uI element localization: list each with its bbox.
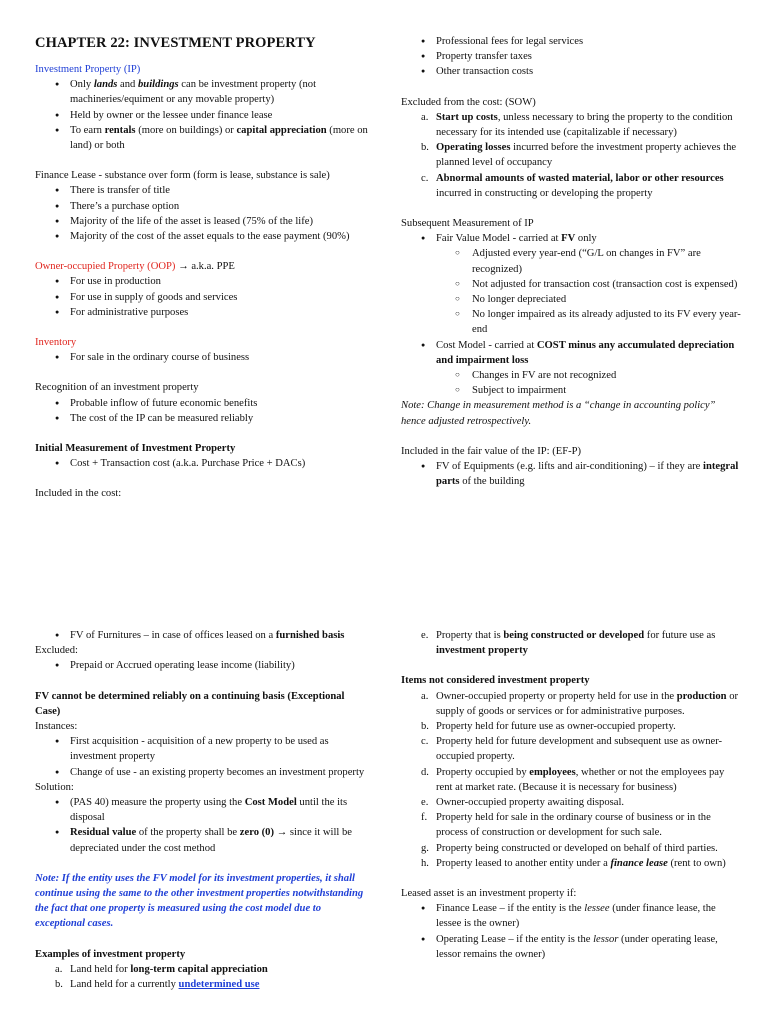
list-item: ● Majority of the cost of the asset equals to the ease payment (90%) bbox=[35, 229, 370, 244]
list-item: b. Land held for a currently undetermined use bbox=[55, 979, 260, 991]
not-considered-list bbox=[401, 689, 741, 871]
list-item: g. Property being constructed or developed on behalf of third parties. bbox=[421, 842, 718, 854]
list-item: a. Land held for long-term capital appreciation bbox=[55, 963, 268, 975]
list-item: b. Operating losses incurred before the investment property achieves the planned level of occupancy bbox=[421, 142, 737, 169]
list-item: e. Owner-occupied property awaiting disposal. bbox=[421, 797, 625, 809]
examples-heading: Examples of investment property bbox=[35, 948, 186, 960]
list-item: ○ No longer depreciated bbox=[401, 292, 741, 307]
subsequent-heading: Subsequent Measurement of IP bbox=[401, 218, 534, 230]
fair-value-included-list bbox=[401, 459, 741, 489]
fair-value-included-heading: Included in the fair value of the IP: (EF-P) bbox=[401, 445, 582, 457]
list-item: ● Residual value of the property shall be zero (0) → since it will be depreciated under the cost method bbox=[35, 825, 370, 855]
list-item: ● To earn rentals (more on buildings) or capital appreciation (more on land) or both bbox=[35, 123, 370, 153]
excluded-label: Excluded: bbox=[35, 645, 78, 657]
list-item: ● For use in production bbox=[35, 274, 370, 289]
list-item: e. Property that is being constructed or developed for future use as investment property bbox=[421, 630, 716, 657]
list-item: c. Abnormal amounts of wasted material, labor or other resources incurred in constructing or developing the property bbox=[421, 172, 724, 199]
list-item: ● Change of use - an existing property becomes an investment property bbox=[35, 765, 370, 780]
list-item: ● There is transfer of title bbox=[35, 183, 370, 198]
list-item: ● Other transaction costs bbox=[401, 64, 741, 79]
examples-list bbox=[35, 962, 370, 992]
subsequent-list bbox=[401, 231, 741, 398]
leased-asset-list bbox=[401, 901, 741, 962]
chapter-title: CHAPTER 22: INVESTMENT PROPERTY bbox=[35, 35, 316, 51]
excluded-heading: Excluded from the cost: (SOW) bbox=[401, 96, 536, 108]
list-item: ● For administrative purposes bbox=[35, 305, 370, 320]
list-item: ● Majority of the life of the asset is leased (75% of the life) bbox=[35, 214, 370, 229]
list-item: ● FV of Furnitures – in case of offices leased on a furnished basis bbox=[35, 628, 370, 643]
list-item: ○ Adjusted every year-end (“G/L on changes in FV” are recognized) bbox=[401, 246, 741, 276]
measurement-change-note: Note: Change in measurement method is a “change in accounting policy” hence adjusted retrospectively. bbox=[401, 400, 716, 427]
instances-list bbox=[35, 734, 370, 780]
list-item: f. Property held for sale in the ordinary course of business or in the process of construction or development for such sale. bbox=[421, 812, 711, 839]
list-item: ● Professional fees for legal services bbox=[401, 34, 741, 49]
list-item: ● Cost + Transaction cost (a.k.a. Purchase Price + DACs) bbox=[35, 456, 370, 471]
list-item: ● Operating Lease – if the entity is the lessor (under operating lease, lessor remains the owner) bbox=[401, 932, 741, 962]
finance-lease-list bbox=[35, 183, 370, 244]
inventory-list bbox=[35, 350, 370, 365]
top-right-column bbox=[401, 34, 741, 489]
list-item: ● For sale in the ordinary course of business bbox=[35, 350, 370, 365]
list-item: c. Property held for future development and subsequent use as owner-occupied property. bbox=[421, 736, 723, 763]
furniture-list bbox=[35, 628, 370, 643]
list-item: ● Property transfer taxes bbox=[401, 49, 741, 64]
list-item: ● Finance Lease – if the entity is the lessee (under finance lease, the lessee is the owner) bbox=[401, 901, 741, 931]
initial-measurement-heading: Initial Measurement of Investment Property bbox=[35, 443, 236, 455]
examples-continued-list bbox=[401, 628, 741, 658]
list-item: ○ No longer impaired as its already adjusted to its FV every year-end bbox=[401, 307, 741, 337]
solution-list bbox=[35, 795, 370, 856]
list-item: a. Start up costs, unless necessary to bring the property to the condition necessary for its intended use (capitalizable if necessary) bbox=[421, 111, 733, 139]
ip-heading: Investment Property (IP) bbox=[35, 64, 141, 75]
initial-measurement-list bbox=[35, 456, 370, 471]
list-item: a. Owner-occupied property or property held for use in the production or supply of goods or services or for administrative purposes. bbox=[421, 690, 739, 717]
oop-heading: Owner-occupied Property (OOP) → a.k.a. PPE bbox=[35, 261, 235, 273]
ip-list bbox=[35, 77, 370, 153]
list-item: ○ Subject to impairment bbox=[401, 383, 741, 398]
list-item: ○ Changes in FV are not recognized bbox=[401, 368, 741, 383]
leased-asset-heading: Leased asset is an investment property if: bbox=[401, 888, 577, 900]
list-item: h. Property leased to another entity under a finance lease (rent to own) bbox=[421, 857, 726, 869]
list-item: ● Only lands and buildings can be investment property (not machineries/equiment or any movable property) bbox=[35, 77, 370, 107]
list-item: ● Prepaid or Accrued operating lease income (liability) bbox=[35, 658, 370, 673]
instances-label: Instances: bbox=[35, 721, 78, 733]
excluded-list bbox=[401, 110, 741, 201]
list-item: d. Property occupied by employees, whether or not the employees pay rent at market rate. (Because it is necessary for business) bbox=[421, 766, 725, 793]
list-item: ● FV of Equipments (e.g. lifts and air-conditioning) – if they are integral parts of the building bbox=[401, 459, 741, 489]
oop-list bbox=[35, 274, 370, 320]
list-item: ● First acquisition - acquisition of a new property to be used as investment property bbox=[35, 734, 370, 764]
list-item: ● There’s a purchase option bbox=[35, 199, 370, 214]
inventory-heading: Inventory bbox=[35, 337, 77, 349]
list-item: ● Fair Value Model - carried at FV only bbox=[401, 231, 741, 246]
recognition-heading: Recognition of an investment property bbox=[35, 382, 199, 394]
list-item: b. Property held for future use as owner-occupied property. bbox=[421, 721, 676, 733]
fv-model-note: Note: If the entity uses the FV model for its investment properties, it shall continue using the same to the other investment properties notwithstanding the fact that one property is measured using the cost model due to exceptional cases. bbox=[35, 872, 364, 930]
excluded-items-list bbox=[35, 658, 370, 673]
solution-label: Solution: bbox=[35, 781, 74, 793]
bottom-right-column bbox=[401, 628, 741, 962]
bottom-left-column bbox=[35, 628, 370, 992]
list-item: ● Probable inflow of future economic benefits bbox=[35, 396, 370, 411]
list-item: ○ Not adjusted for transaction cost (transaction cost is expensed) bbox=[401, 277, 741, 292]
list-item: ● For use in supply of goods and services bbox=[35, 290, 370, 305]
included-in-cost-label: Included in the cost: bbox=[35, 488, 122, 500]
list-item: ● (PAS 40) measure the property using the Cost Model until the its disposal bbox=[35, 795, 370, 825]
recognition-list bbox=[35, 396, 370, 426]
list-item: ● Held by owner or the lessee under finance lease bbox=[35, 108, 370, 123]
cost-items-list bbox=[401, 34, 741, 80]
list-item: ● The cost of the IP can be measured reliably bbox=[35, 411, 370, 426]
list-item: ● Cost Model - carried at COST minus any accumulated depreciation and impairment loss bbox=[401, 338, 741, 368]
top-left-column bbox=[35, 34, 370, 502]
finance-lease-heading: Finance Lease - substance over form (form is lease, substance is sale) bbox=[35, 170, 330, 182]
not-considered-heading: Items not considered investment property bbox=[401, 675, 590, 687]
fv-cannot-heading: FV cannot be determined reliably on a continuing basis (Exceptional Case) bbox=[35, 690, 345, 717]
